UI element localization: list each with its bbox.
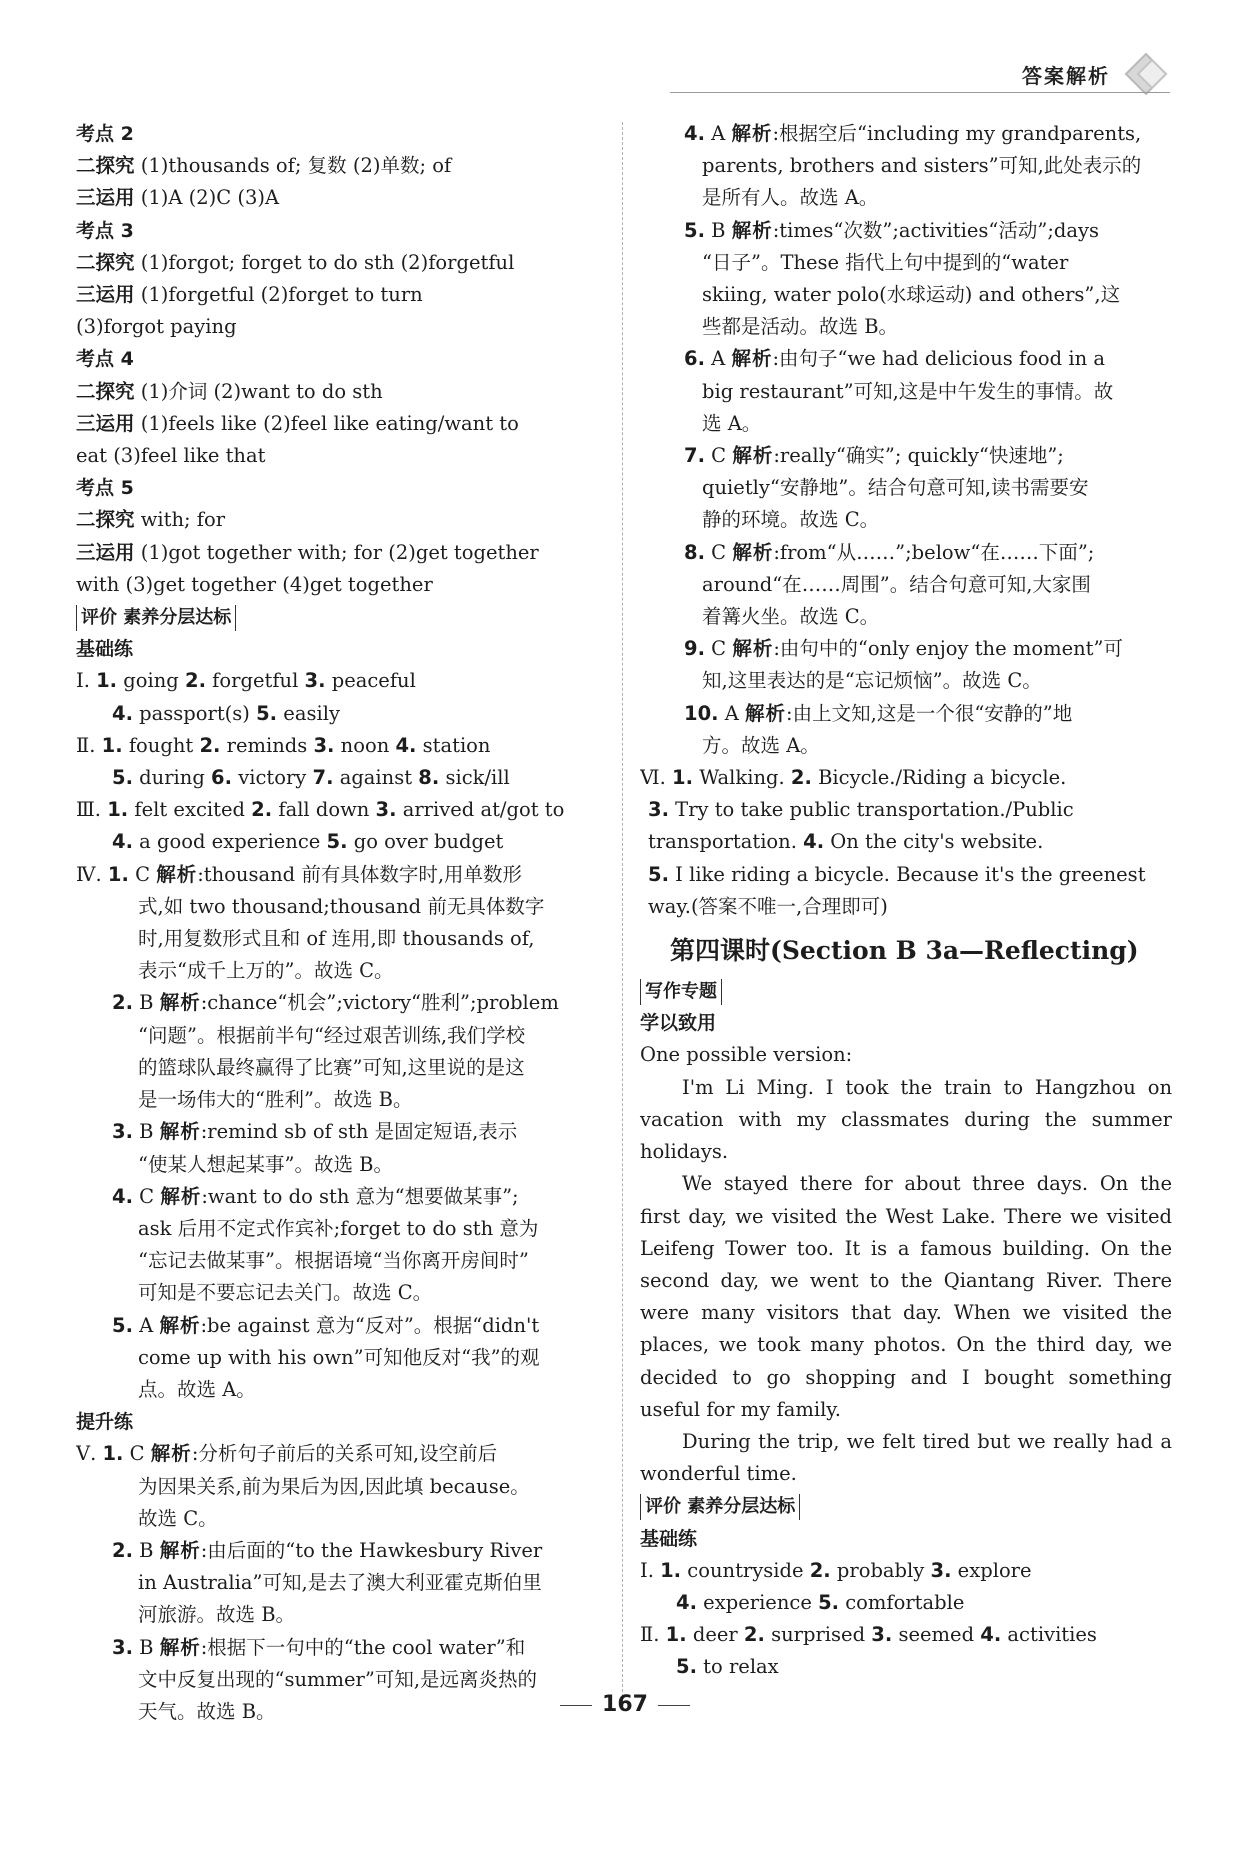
answer-text: B: [132, 991, 160, 1015]
page-number-area: [540, 1692, 710, 1717]
section-heading: 基础练: [640, 1527, 698, 1550]
item-number: 3.: [648, 798, 669, 822]
answer-text: Ⅱ.: [76, 733, 102, 757]
item-number: 4.: [803, 830, 825, 854]
answer-text: :由上文知,这是一个很“安静的”地: [786, 701, 1073, 725]
answer-text: C: [123, 1442, 151, 1466]
answer-text: peaceful: [325, 669, 416, 693]
writing-tag: 写作专题: [640, 979, 722, 1005]
item-number: 10.: [684, 701, 719, 725]
answer-text: Try to take public transportation./Public: [668, 798, 1074, 822]
section-heading: 考点 4: [76, 348, 134, 371]
item-number: 1.: [101, 733, 123, 757]
essay-paragraph-1: I'm Li Ming. I took the train to Hangzhou on vacation with my classmates during the summer holidays.: [640, 1075, 1172, 1164]
item-number: 1.: [660, 1558, 682, 1582]
analysis-label: 解析: [731, 347, 773, 371]
answer-line: (3)forgot paying: [76, 315, 237, 339]
item-number: 9.: [684, 637, 705, 661]
answer-text: reminds: [220, 733, 314, 757]
answer-line: way.(答案不唯一,合理即可): [648, 894, 888, 918]
answer-text: (1)got together with; for (2)get together: [134, 540, 539, 564]
item-number: 4.: [676, 1590, 697, 1614]
answer-line: [640, 215, 1172, 247]
answer-text: C: [704, 637, 733, 661]
item-number: 二探究: [76, 379, 135, 403]
item-number: 7.: [312, 766, 334, 790]
item-number: 5.: [326, 830, 348, 854]
answer-text: Ⅰ.: [640, 1558, 661, 1582]
writing-intro: One possible version:: [640, 1043, 853, 1067]
analysis-label: 解析: [150, 1442, 192, 1466]
writing-heading: 学以致用: [640, 1012, 717, 1035]
answer-text: (1)介词 (2)want to do sth: [134, 379, 383, 403]
item-number: 三运用: [76, 283, 135, 307]
answer-line: [76, 1438, 606, 1470]
item-number: 1.: [107, 798, 129, 822]
answer-line: [640, 1555, 1172, 1587]
answer-text: :根据空后“including my grandparents,: [772, 122, 1142, 145]
item-number: 1.: [665, 1623, 687, 1647]
answer-text: :remind sb of sth 是固定短语,表示: [200, 1120, 518, 1144]
answer-line: 时,用复数形式且和 of 连用,即 thousands of,: [138, 927, 535, 951]
analysis-label: 解析: [160, 1184, 202, 1208]
answer-line: 式,如 two thousand;thousand 前无具体数字: [138, 894, 545, 918]
item-number: 5.: [676, 1655, 697, 1679]
answer-line: [76, 698, 606, 730]
answer-line: [76, 730, 606, 762]
section-title: 第四课时(Section B 3a—Reflecting): [670, 936, 1139, 966]
item-number: 4.: [112, 1184, 133, 1208]
answer-line: [76, 859, 606, 891]
answer-line: 点。故选 A。: [138, 1377, 256, 1401]
answer-text: probably: [830, 1558, 931, 1582]
answer-text: :thousand 前有具体数字时,用单数形: [197, 862, 523, 886]
answer-line: 为因果关系,前为果后为因,因此填 because。: [138, 1474, 530, 1498]
section-tag-label: 评价 素养分层达标: [640, 1494, 800, 1520]
answer-text: Ⅱ.: [640, 1623, 666, 1647]
answer-line: [640, 762, 1172, 794]
item-number: 7.: [684, 444, 705, 468]
answer-text: A: [704, 347, 732, 371]
answer-line: [76, 1181, 606, 1213]
item-number: 二探究: [76, 508, 135, 532]
answer-line: parents, brothers and sisters”可知,此处表示的: [702, 154, 1142, 178]
answer-text: A: [718, 701, 746, 725]
analysis-label: 解析: [156, 862, 198, 886]
answer-line: [640, 440, 1172, 472]
answer-line: 着篝火坐。故选 C。: [702, 605, 880, 629]
answer-text: :由后面的“to the Hawkesbury River: [200, 1538, 543, 1562]
answer-text: I like riding a bicycle. Because it's the greenest: [668, 862, 1146, 886]
item-number: 2.: [790, 766, 812, 790]
analysis-label: 解析: [732, 444, 774, 468]
answer-line: 天气。故选 B。: [138, 1699, 276, 1723]
answer-line: big restaurant”可知,这是中午发生的事情。故: [702, 379, 1114, 403]
answer-text: a good experience: [132, 830, 327, 854]
answer-line: [76, 1632, 606, 1664]
answer-text: forgetful: [205, 669, 305, 693]
answer-text: noon: [334, 733, 396, 757]
answer-text: (1)feels like (2)feel like eating/want to: [134, 411, 519, 435]
item-number: 2.: [251, 798, 273, 822]
answer-line: [76, 762, 606, 794]
item-number: 6.: [211, 766, 233, 790]
analysis-label: 解析: [732, 637, 774, 661]
answer-text: transportation.: [648, 830, 804, 854]
item-number: 4.: [684, 122, 705, 145]
answer-text: station: [416, 733, 491, 757]
answer-line: 方。故选 A。: [702, 733, 820, 757]
answer-line: 文中反复出现的“summer”可知,是远离炎热的: [138, 1667, 538, 1691]
answer-text: experience: [696, 1590, 819, 1614]
answer-text: :由句中的“only enjoy the moment”可: [773, 637, 1123, 661]
answer-line: 可知是不要忘记去关门。故选 C。: [138, 1281, 433, 1305]
item-number: 2.: [112, 1538, 133, 1562]
item-number: 3.: [313, 733, 335, 757]
analysis-label: 解析: [731, 218, 773, 242]
section-heading: 考点 3: [76, 219, 134, 242]
answer-text: C: [128, 862, 157, 886]
item-number: 4.: [395, 733, 417, 757]
answer-line: “忘记去做某事”。根据语境“当你离开房间时”: [138, 1249, 529, 1273]
analysis-label: 解析: [731, 122, 773, 145]
answer-text: :times“次数”;activities“活动”;days: [772, 218, 1100, 242]
answer-text: with; for: [134, 508, 226, 532]
answer-line: [76, 376, 606, 408]
answer-line: [76, 665, 606, 697]
item-number: 1.: [672, 766, 693, 790]
answer-line: [640, 794, 1172, 826]
section-tag-label: 评价 素养分层达标: [76, 605, 236, 631]
answer-line: “日子”。These 指代上句中提到的“water: [702, 250, 1069, 274]
answer-text: (1)A (2)C (3)A: [134, 186, 280, 210]
answer-line: [640, 859, 1172, 891]
answer-text: On the city's website.: [824, 830, 1044, 854]
answer-text: activities: [1001, 1623, 1097, 1647]
answer-line: around“在……周围”。结合句意可知,大家围: [702, 572, 1091, 596]
analysis-label: 解析: [159, 1313, 201, 1337]
answer-text: go over budget: [347, 830, 504, 854]
answer-text: :分析句子前后的关系可知,设空前后: [191, 1442, 498, 1466]
answer-text: :really“确实”; quickly“快速地”;: [773, 444, 1064, 468]
answer-line: 河旅游。故选 B。: [138, 1603, 296, 1627]
item-number: 5.: [256, 701, 278, 725]
item-number: 二探究: [76, 250, 135, 274]
answer-text: Bicycle./Riding a bicycle.: [811, 766, 1067, 790]
answer-line: [640, 537, 1172, 569]
answer-line: 表示“成千上万的”。故选 C。: [138, 959, 394, 983]
section-tag: [76, 601, 606, 633]
answer-line: 知,这里表达的是“忘记烦恼”。故选 C。: [702, 669, 1042, 693]
answer-text: :由句子“we had delicious food in a: [772, 347, 1105, 371]
answer-line: [76, 794, 606, 826]
answer-text: felt excited: [128, 798, 252, 822]
answer-line: with (3)get together (4)get together: [76, 572, 433, 596]
item-number: 8.: [684, 540, 705, 564]
answer-text: (1)thousands of; 复数 (2)单数; of: [134, 154, 452, 178]
section-heading: 考点 2: [76, 123, 134, 145]
item-number: 2.: [809, 1558, 831, 1582]
analysis-label: 解析: [745, 701, 787, 725]
answer-text: Ⅰ.: [76, 669, 97, 693]
answer-text: :want to do sth 意为“想要做某事”;: [201, 1184, 519, 1208]
answer-text: Ⅵ.: [640, 766, 673, 790]
answer-line: quietly“安静地”。结合句意可知,读书需要安: [702, 476, 1089, 500]
answer-text: A: [132, 1313, 160, 1337]
answer-text: B: [132, 1538, 160, 1562]
answer-text: easily: [277, 701, 340, 725]
answer-line: “使某人想起某事”。故选 B。: [138, 1152, 393, 1176]
analysis-label: 解析: [732, 540, 774, 564]
answer-line: [76, 150, 606, 182]
answer-text: B: [132, 1635, 160, 1659]
answer-line: 是一场伟大的“胜利”。故选 B。: [138, 1088, 413, 1112]
answer-line: “问题”。根据前半句“经过艰苦训练,我们学校: [138, 1023, 526, 1047]
answer-text: victory: [232, 766, 313, 790]
essay-paragraph-3: During the trip, we felt tired but we really had a wonderful time.: [640, 1429, 1172, 1486]
page-number: 167: [602, 1692, 648, 1717]
answer-text: B: [704, 218, 732, 242]
answer-text: Ⅳ.: [76, 862, 108, 886]
item-number: 1.: [96, 669, 118, 693]
section-heading: 提升练: [76, 1411, 134, 1434]
item-number: 2.: [112, 991, 133, 1015]
item-number: 2.: [185, 669, 206, 693]
section-heading: 考点 5: [76, 477, 134, 500]
answer-line: [76, 1310, 606, 1342]
answer-text: :根据下一句中的“the cool water”和: [200, 1635, 526, 1659]
answer-list-continued: [640, 118, 1172, 923]
answer-line: 选 A。: [702, 411, 762, 435]
answer-text: fought: [122, 733, 200, 757]
section-heading: 基础练: [76, 638, 134, 661]
item-number: 5.: [684, 218, 705, 242]
item-number: 3.: [304, 669, 326, 693]
answer-line: [640, 343, 1172, 375]
section-tag: [640, 1490, 1172, 1522]
answer-line: 是所有人。故选 A。: [702, 186, 879, 210]
answer-text: :from“从……”;below“在……下面”;: [773, 540, 1095, 564]
writing-section: [640, 975, 1172, 1490]
answer-line: [640, 118, 1172, 150]
item-number: 4.: [112, 701, 133, 725]
answer-text: C: [704, 540, 733, 564]
item-number: 5.: [818, 1590, 840, 1614]
item-number: 5.: [112, 1313, 133, 1337]
right-column: [640, 118, 1172, 1684]
essay-paragraph-2: We stayed there for about three days. On the first day, we visited the West Lake. There we visited Leifeng Tower too. It is a famous building. On the second day, we went to the Qiantang River. There were many visitors that day. When we visited the places, we took many photos. On the third day, we decided to go shopping and I bought something useful for my family.: [640, 1172, 1172, 1421]
answer-text: surprised: [764, 1623, 872, 1647]
answer-line: [76, 537, 606, 569]
analysis-label: 解析: [159, 1120, 201, 1144]
answer-text: arrived at/got to: [396, 798, 565, 822]
answer-line: in Australia”可知,是去了澳大利亚霍克斯伯里: [138, 1571, 542, 1595]
answer-line: skiing, water polo(水球运动) and others”,这: [702, 283, 1121, 307]
answer-text: during: [132, 766, 212, 790]
answer-line: [76, 247, 606, 279]
answer-line: eat (3)feel like that: [76, 444, 266, 468]
header-rule: [670, 92, 1170, 93]
answer-text: (1)forgetful (2)forget to turn: [134, 283, 423, 307]
answer-line: [76, 504, 606, 536]
analysis-label: 解析: [159, 991, 201, 1015]
answer-text: comfortable: [839, 1590, 965, 1614]
answer-text: passport(s): [132, 701, 257, 725]
answer-line: [640, 1619, 1172, 1651]
item-number: 5.: [648, 862, 669, 886]
answer-line: [640, 698, 1172, 730]
left-column: [76, 118, 606, 1728]
answer-text: going: [117, 669, 185, 693]
item-number: 6.: [684, 347, 705, 371]
answer-line: [76, 408, 606, 440]
answer-line: come up with his own”可知他反对“我”的观: [138, 1345, 540, 1369]
answer-text: explore: [951, 1558, 1032, 1582]
answer-text: C: [704, 444, 733, 468]
answer-text: sick/ill: [439, 766, 510, 790]
item-number: 4.: [112, 830, 133, 854]
analysis-label: 解析: [159, 1635, 201, 1659]
answer-text: A: [704, 122, 732, 145]
item-number: 2.: [199, 733, 221, 757]
item-number: 3.: [871, 1623, 893, 1647]
diamond-icon: [1124, 52, 1172, 96]
item-number: 1.: [107, 862, 129, 886]
answer-line: ask 后用不定式作宾补;forget to do sth 意为: [138, 1216, 539, 1240]
answer-line: 故选 C。: [138, 1506, 218, 1530]
answer-line: [76, 1116, 606, 1148]
answer-text: seemed: [892, 1623, 981, 1647]
answer-text: to relax: [696, 1655, 779, 1679]
exercise-answers-b: [640, 1490, 1172, 1683]
answer-text: Ⅲ.: [76, 798, 108, 822]
answer-text: C: [132, 1184, 161, 1208]
answer-line: [76, 826, 606, 858]
answer-line: 静的环境。故选 C。: [702, 508, 880, 532]
analysis-label: 解析: [159, 1538, 201, 1562]
item-number: 1.: [102, 1442, 124, 1466]
answer-line: [76, 182, 606, 214]
item-number: 三运用: [76, 186, 135, 210]
answer-line: [640, 1651, 1172, 1683]
answer-text: Walking.: [693, 766, 791, 790]
item-number: 三运用: [76, 411, 135, 435]
answer-text: :chance“机会”;victory“胜利”;problem: [200, 991, 559, 1015]
item-number: 2.: [743, 1623, 765, 1647]
item-number: 4.: [980, 1623, 1002, 1647]
column-divider: [622, 122, 623, 1702]
answer-text: fall down: [272, 798, 376, 822]
answer-text: :be against 意为“反对”。根据“didn't: [200, 1313, 540, 1337]
answer-text: deer: [686, 1623, 744, 1647]
answer-line: 的篮球队最终赢得了比赛”可知,这里说的是这: [138, 1055, 525, 1079]
item-number: 3.: [112, 1120, 133, 1144]
answer-line: [640, 826, 1172, 858]
answer-line: 些都是活动。故选 B。: [702, 315, 899, 339]
item-number: 5.: [112, 766, 133, 790]
item-number: 3.: [930, 1558, 952, 1582]
answer-line: [76, 279, 606, 311]
item-number: 3.: [375, 798, 397, 822]
item-number: 8.: [418, 766, 440, 790]
answer-text: B: [132, 1120, 160, 1144]
answer-text: against: [333, 766, 419, 790]
item-number: 三运用: [76, 540, 135, 564]
answer-text: Ⅴ.: [76, 1442, 103, 1466]
item-number: 二探究: [76, 154, 135, 178]
answer-line: [76, 987, 606, 1019]
answer-line: [76, 1535, 606, 1567]
answer-line: [640, 1587, 1172, 1619]
answer-line: [640, 633, 1172, 665]
header-label: 答案解析: [1022, 64, 1110, 88]
item-number: 3.: [112, 1635, 133, 1659]
answer-text: (1)forgot; forget to do sth (2)forgetful: [134, 250, 515, 274]
answer-text: countryside: [681, 1558, 810, 1582]
